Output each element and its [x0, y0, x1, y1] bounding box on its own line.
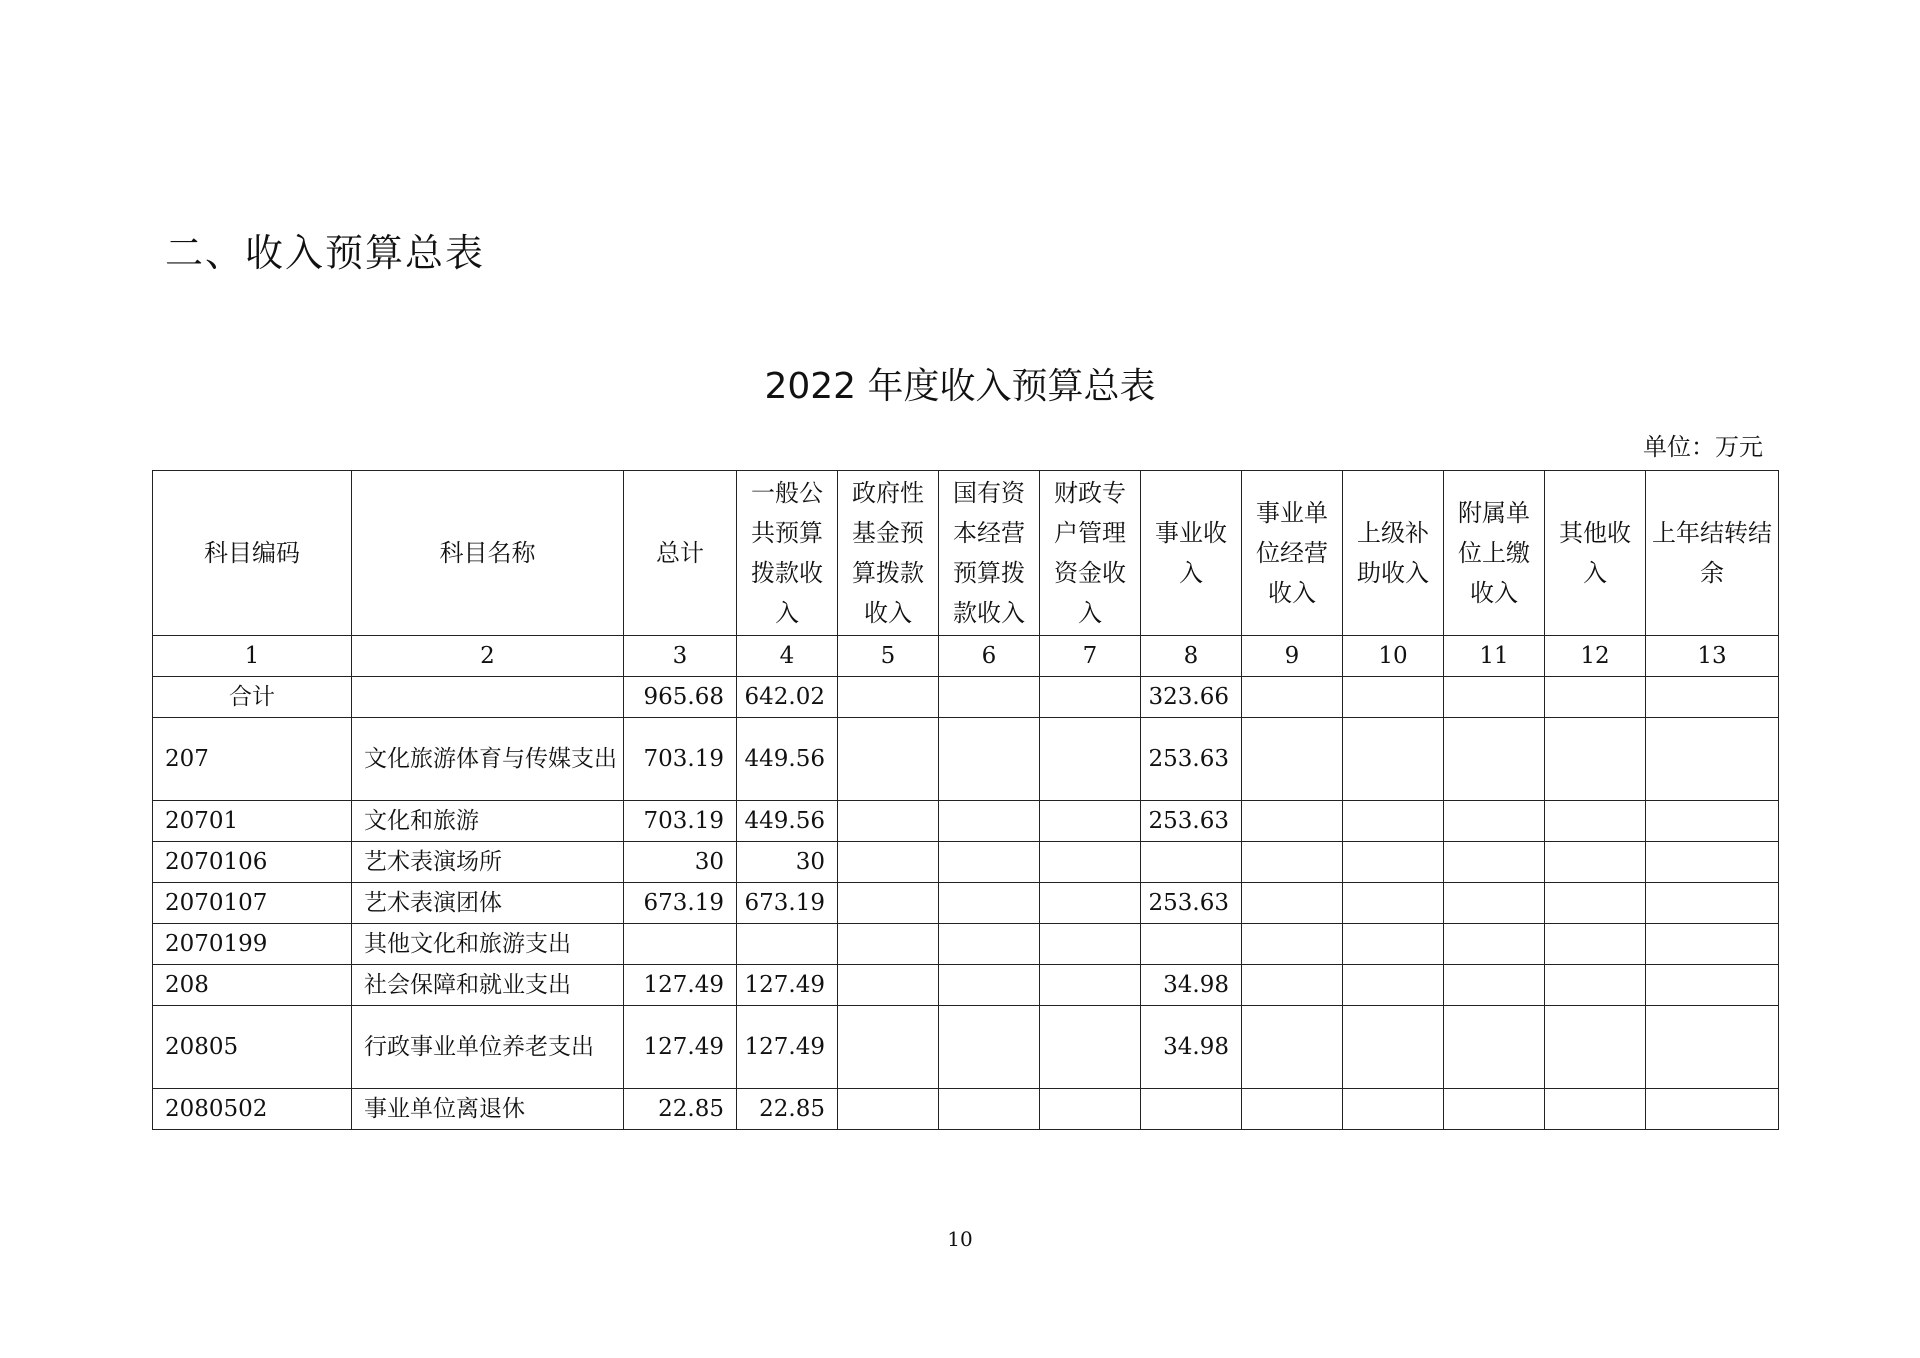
table-cell [939, 883, 1040, 924]
table-cell [1646, 801, 1779, 842]
column-header: 总计 [624, 471, 737, 636]
table-cell: 253.63 [1141, 801, 1242, 842]
table-row [153, 883, 1779, 924]
table-cell [939, 924, 1040, 965]
subject-name: 社会保障和就业支出 [352, 965, 624, 1006]
table-cell [1545, 883, 1646, 924]
table-cell [1646, 924, 1779, 965]
unit-note: 单位：万元 [1643, 433, 1763, 461]
table-cell [1444, 965, 1545, 1006]
table-cell [1646, 842, 1779, 883]
table-cell [1242, 718, 1343, 801]
table-cell [1343, 1089, 1444, 1130]
column-index: 8 [1141, 636, 1242, 677]
column-header: 财政专户管理资金收入 [1040, 471, 1141, 636]
subject-code: 2070199 [153, 924, 352, 965]
subject-name: 行政事业单位养老支出 [352, 1006, 624, 1089]
table-cell [1646, 677, 1779, 718]
column-header: 其他收入 [1545, 471, 1646, 636]
table-cell [1646, 718, 1779, 801]
table-cell [1343, 924, 1444, 965]
table-cell [1646, 965, 1779, 1006]
subject-name: 文化旅游体育与传媒支出 [352, 718, 624, 801]
table-cell [1545, 677, 1646, 718]
column-index: 6 [939, 636, 1040, 677]
table-cell [1444, 801, 1545, 842]
table-cell [838, 718, 939, 801]
subject-name: 艺术表演场所 [352, 842, 624, 883]
table-row [153, 1006, 1779, 1089]
table-cell [1242, 924, 1343, 965]
income-budget-table [152, 470, 1779, 1130]
header-row [153, 471, 1779, 636]
table-cell: 703.19 [624, 718, 737, 801]
table-cell: 253.63 [1141, 883, 1242, 924]
column-index: 7 [1040, 636, 1141, 677]
section-heading: 二、收入预算总表 [165, 231, 486, 275]
column-index: 3 [624, 636, 737, 677]
subject-code: 20701 [153, 801, 352, 842]
table-row [153, 842, 1779, 883]
table-cell [1444, 718, 1545, 801]
table-cell [1545, 1089, 1646, 1130]
table-cell [737, 924, 838, 965]
table-cell [1545, 924, 1646, 965]
table-cell: 127.49 [737, 965, 838, 1006]
table-cell [1343, 842, 1444, 883]
table-cell [1444, 883, 1545, 924]
table-cell [1040, 677, 1141, 718]
table-cell [1343, 801, 1444, 842]
table-cell [1444, 677, 1545, 718]
column-index: 10 [1343, 636, 1444, 677]
table-cell [1040, 842, 1141, 883]
table-cell [939, 965, 1040, 1006]
table-row [153, 924, 1779, 965]
column-header: 附属单位上缴收入 [1444, 471, 1545, 636]
column-header: 一般公共预算拨款收入 [737, 471, 838, 636]
table-cell [1545, 965, 1646, 1006]
table-cell [352, 677, 624, 718]
table-cell: 34.98 [1141, 965, 1242, 1006]
table-cell: 703.19 [624, 801, 737, 842]
table-cell [1040, 801, 1141, 842]
table-cell [1343, 965, 1444, 1006]
table-cell [1242, 1006, 1343, 1089]
table-cell [838, 883, 939, 924]
subject-name: 其他文化和旅游支出 [352, 924, 624, 965]
table-cell [939, 801, 1040, 842]
table-cell [1242, 965, 1343, 1006]
table-cell [1242, 677, 1343, 718]
subject-code: 207 [153, 718, 352, 801]
subject-code: 20805 [153, 1006, 352, 1089]
subject-name: 艺术表演团体 [352, 883, 624, 924]
table-cell [1242, 801, 1343, 842]
table-cell [1343, 718, 1444, 801]
column-index: 4 [737, 636, 838, 677]
table-cell [1646, 883, 1779, 924]
column-header: 国有资本经营预算拨款收入 [939, 471, 1040, 636]
table-cell [838, 1089, 939, 1130]
table-cell [1040, 1006, 1141, 1089]
table-cell: 253.63 [1141, 718, 1242, 801]
table-cell [1040, 883, 1141, 924]
column-index-row [153, 636, 1779, 677]
table-cell: 22.85 [737, 1089, 838, 1130]
table-cell [1242, 1089, 1343, 1130]
table-cell [838, 965, 939, 1006]
table-cell [939, 1006, 1040, 1089]
table-cell: 30 [624, 842, 737, 883]
table-cell [1141, 1089, 1242, 1130]
table-cell [1242, 883, 1343, 924]
subject-name: 事业单位离退休 [352, 1089, 624, 1130]
table-cell [1343, 677, 1444, 718]
table-cell [1646, 1089, 1779, 1130]
subject-code: 208 [153, 965, 352, 1006]
column-index: 9 [1242, 636, 1343, 677]
table-cell [1141, 842, 1242, 883]
column-header: 科目名称 [352, 471, 624, 636]
table-cell [939, 842, 1040, 883]
column-index: 12 [1545, 636, 1646, 677]
table-cell: 127.49 [624, 965, 737, 1006]
table-cell [1242, 842, 1343, 883]
table-cell [939, 1089, 1040, 1130]
subject-code: 2070106 [153, 842, 352, 883]
subject-name: 文化和旅游 [352, 801, 624, 842]
column-index: 13 [1646, 636, 1779, 677]
table-cell [838, 677, 939, 718]
table-row [153, 1089, 1779, 1130]
table-cell [1444, 1089, 1545, 1130]
table-cell [1343, 1006, 1444, 1089]
table-cell [1040, 1089, 1141, 1130]
table-cell [1040, 924, 1141, 965]
table-cell: 127.49 [737, 1006, 838, 1089]
table-cell [1444, 1006, 1545, 1089]
total-row [153, 677, 1779, 718]
column-index: 1 [153, 636, 352, 677]
table-cell [1040, 718, 1141, 801]
table-cell [1545, 801, 1646, 842]
table-cell [1040, 965, 1141, 1006]
table-cell [838, 801, 939, 842]
table-cell: 22.85 [624, 1089, 737, 1130]
table-cell [1646, 1006, 1779, 1089]
table-cell [1444, 842, 1545, 883]
subject-code: 2070107 [153, 883, 352, 924]
table-cell: 449.56 [737, 801, 838, 842]
column-header: 上年结转结余 [1646, 471, 1779, 636]
total-label: 合计 [153, 677, 352, 718]
column-header: 上级补助收入 [1343, 471, 1444, 636]
table-row [153, 718, 1779, 801]
table-cell: 673.19 [737, 883, 838, 924]
column-index: 2 [352, 636, 624, 677]
table-row [153, 965, 1779, 1006]
table-cell [838, 842, 939, 883]
table-cell [1545, 718, 1646, 801]
table-cell: 642.02 [737, 677, 838, 718]
table-cell: 673.19 [624, 883, 737, 924]
page-number: 10 [947, 1227, 973, 1251]
table-cell: 323.66 [1141, 677, 1242, 718]
table-cell: 34.98 [1141, 1006, 1242, 1089]
subject-code: 2080502 [153, 1089, 352, 1130]
table-cell [1444, 924, 1545, 965]
column-header: 政府性基金预算拨款收入 [838, 471, 939, 636]
table-cell: 965.68 [624, 677, 737, 718]
table-cell: 449.56 [737, 718, 838, 801]
column-header: 事业单位经营收入 [1242, 471, 1343, 636]
column-index: 11 [1444, 636, 1545, 677]
column-header: 科目编码 [153, 471, 352, 636]
table-title: 2022 年度收入预算总表 [764, 366, 1156, 407]
table-cell [1545, 1006, 1646, 1089]
table-cell [838, 924, 939, 965]
table-cell [939, 677, 1040, 718]
column-header: 事业收入 [1141, 471, 1242, 636]
table-cell [838, 1006, 939, 1089]
table-row [153, 801, 1779, 842]
table-cell [1545, 842, 1646, 883]
table-cell: 30 [737, 842, 838, 883]
table-cell [939, 718, 1040, 801]
table-cell [1343, 883, 1444, 924]
table-cell [624, 924, 737, 965]
table-cell [1141, 924, 1242, 965]
table-cell: 127.49 [624, 1006, 737, 1089]
column-index: 5 [838, 636, 939, 677]
